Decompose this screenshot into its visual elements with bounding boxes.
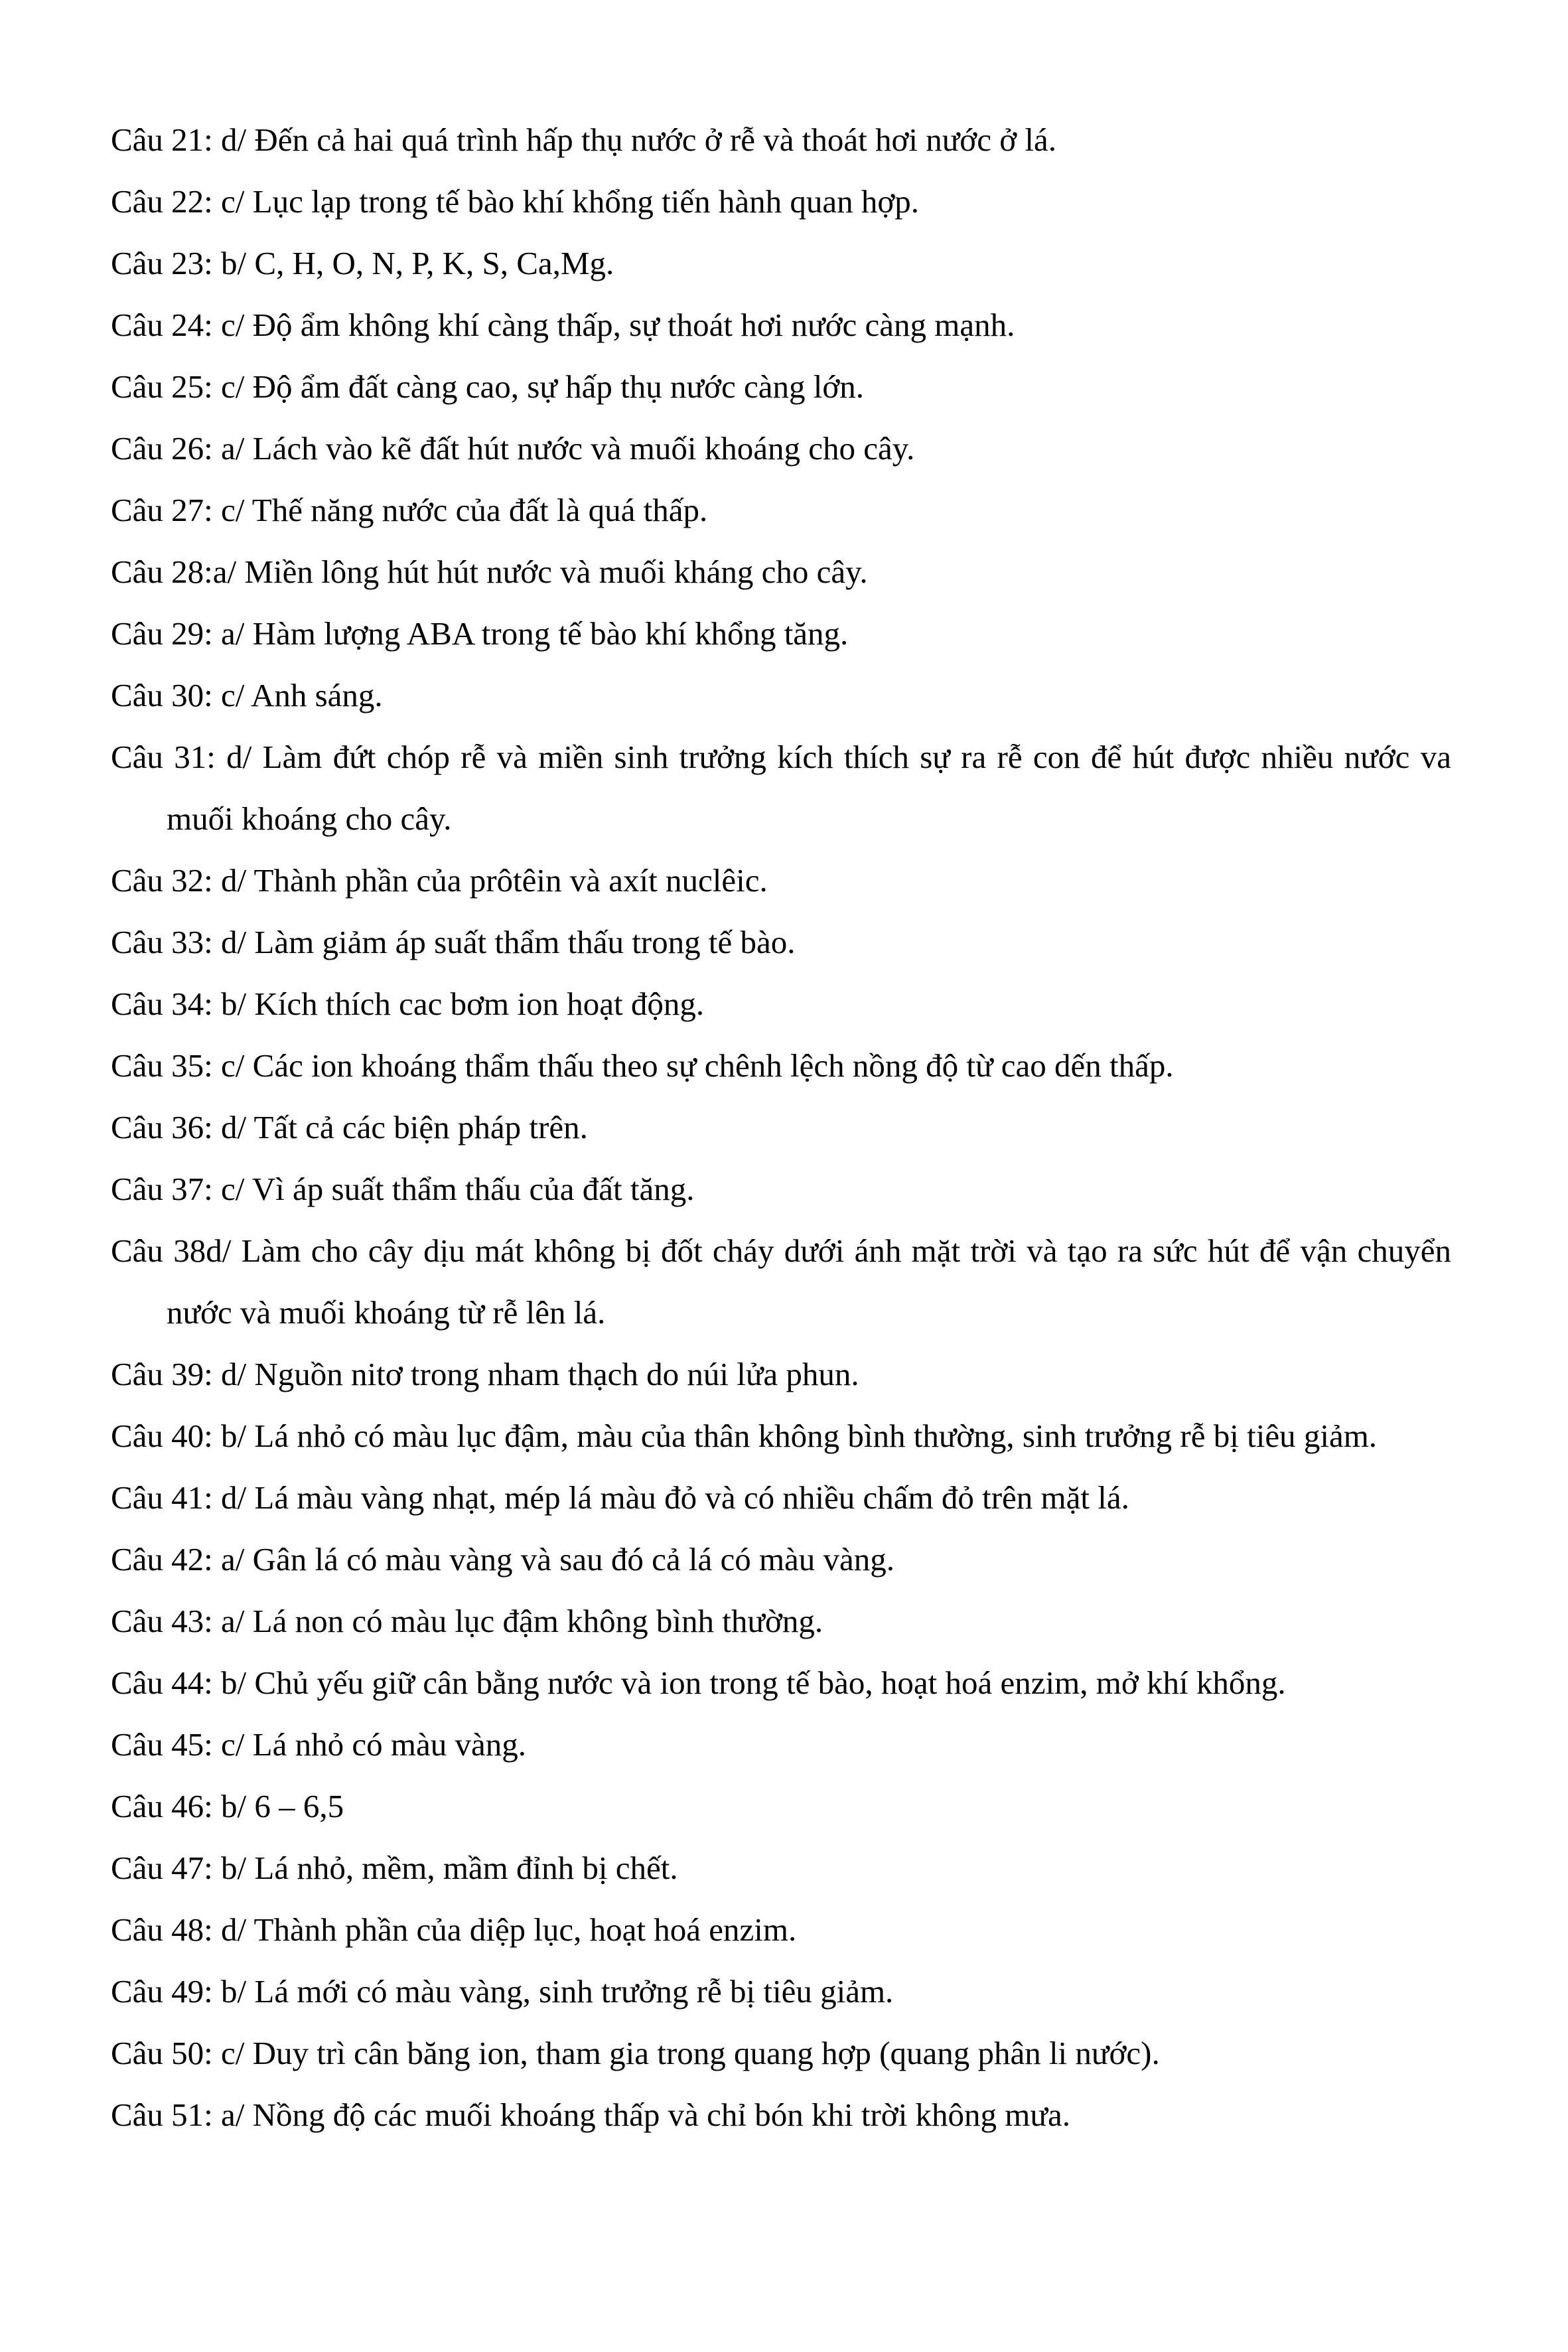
answer-item: Câu 50: c/ Duy trì cân băng ion, tham gia trong quang hợp (quang phân li nước). xyxy=(111,2035,1160,2071)
answer-item: Câu 35: c/ Các ion khoáng thẩm thấu theo sự chênh lệch nồng độ từ cao dến thấp. xyxy=(111,1047,1174,1084)
answer-item: Câu 26: a/ Lách vào kẽ đất hút nước và muối khoáng cho cây. xyxy=(111,430,915,467)
answer-list xyxy=(111,109,1451,2146)
answer-item: Câu 28:a/ Miền lông hút hút nước và muối kháng cho cây. xyxy=(111,553,868,590)
answer-item: Câu 46: b/ 6 – 6,5 xyxy=(111,1788,344,1824)
answer-item: Câu 34: b/ Kích thích cac bơm ion hoạt động. xyxy=(111,986,705,1022)
answer-item: Câu 40: b/ Lá nhỏ có màu lục đậm, màu của thân không bình thường, sinh trưởng rễ bị tiêu giảm. xyxy=(111,1418,1378,1454)
answer-item: Câu 29: a/ Hàm lượng ABA trong tế bào khí khổng tăng. xyxy=(111,615,849,652)
answer-item: Câu 45: c/ Lá nhỏ có màu vàng. xyxy=(111,1726,526,1763)
answer-item: Câu 51: a/ Nồng độ các muối khoáng thấp và chỉ bón khi trời không mưa. xyxy=(111,2096,1070,2133)
answer-item: Câu 39: d/ Nguồn nitơ trong nham thạch do núi lửa phun. xyxy=(111,1356,859,1392)
answer-item: Câu 22: c/ Lục lạp trong tế bào khí khổng tiến hành quan hợp. xyxy=(111,183,919,220)
answer-item: Câu 44: b/ Chủ yếu giữ cân bằng nước và ion trong tế bào, hoạt hoá enzim, mở khí khổng. xyxy=(111,1664,1286,1701)
answer-item: Câu 31: d/ Làm đứt chóp rễ và miền sinh trưởng kích thích sự ra rễ con để hút được nhiều nước va muối khoáng cho cây. xyxy=(111,739,1451,837)
answer-item: Câu 32: d/ Thành phần của prôtêin và axít nuclêic. xyxy=(111,862,768,899)
answer-item: Câu 37: c/ Vì áp suất thẩm thấu của đất tăng. xyxy=(111,1171,695,1207)
answer-item: Câu 25: c/ Độ ẩm đất càng cao, sự hấp thụ nước càng lớn. xyxy=(111,368,864,405)
answer-item: Câu 47: b/ Lá nhỏ, mềm, mầm đỉnh bị chết. xyxy=(111,1850,678,1886)
answer-item: Câu 23: b/ C, H, O, N, P, K, S, Ca,Mg. xyxy=(111,245,614,281)
answer-item: Câu 41: d/ Lá màu vàng nhạt, mép lá màu đỏ và có nhiều chấm đỏ trên mặt lá. xyxy=(111,1479,1129,1516)
answer-item: Câu 36: d/ Tất cả các biện pháp trên. xyxy=(111,1109,588,1145)
answer-item: Câu 43: a/ Lá non có màu lục đậm không bình thường. xyxy=(111,1603,823,1639)
answer-item: Câu 21: d/ Đến cả hai quá trình hấp thụ nước ở rễ và thoát hơi nước ở lá. xyxy=(111,121,1056,158)
answer-item: Câu 27: c/ Thế năng nước của đất là quá thấp. xyxy=(111,492,708,528)
answer-item: Câu 48: d/ Thành phần của diệp lục, hoạt hoá enzim. xyxy=(111,1911,797,1948)
answer-item: Câu 49: b/ Lá mới có màu vàng, sinh trưởng rễ bị tiêu giảm. xyxy=(111,1973,894,2010)
answer-item: Câu 38d/ Làm cho cây dịu mát không bị đốt cháy dưới ánh mặt trời và tạo ra sức hút để vận chuyển nước và muối khoáng từ rễ lên lá. xyxy=(111,1232,1451,1331)
answer-item: Câu 42: a/ Gân lá có màu vàng và sau đó cả lá có màu vàng. xyxy=(111,1541,895,1578)
answer-item: Câu 30: c/ Anh sáng. xyxy=(111,677,383,713)
answer-item: Câu 24: c/ Độ ẩm không khí càng thấp, sự thoát hơi nước càng mạnh. xyxy=(111,307,1015,343)
answer-item: Câu 33: d/ Làm giảm áp suất thẩm thấu trong tế bào. xyxy=(111,924,796,960)
